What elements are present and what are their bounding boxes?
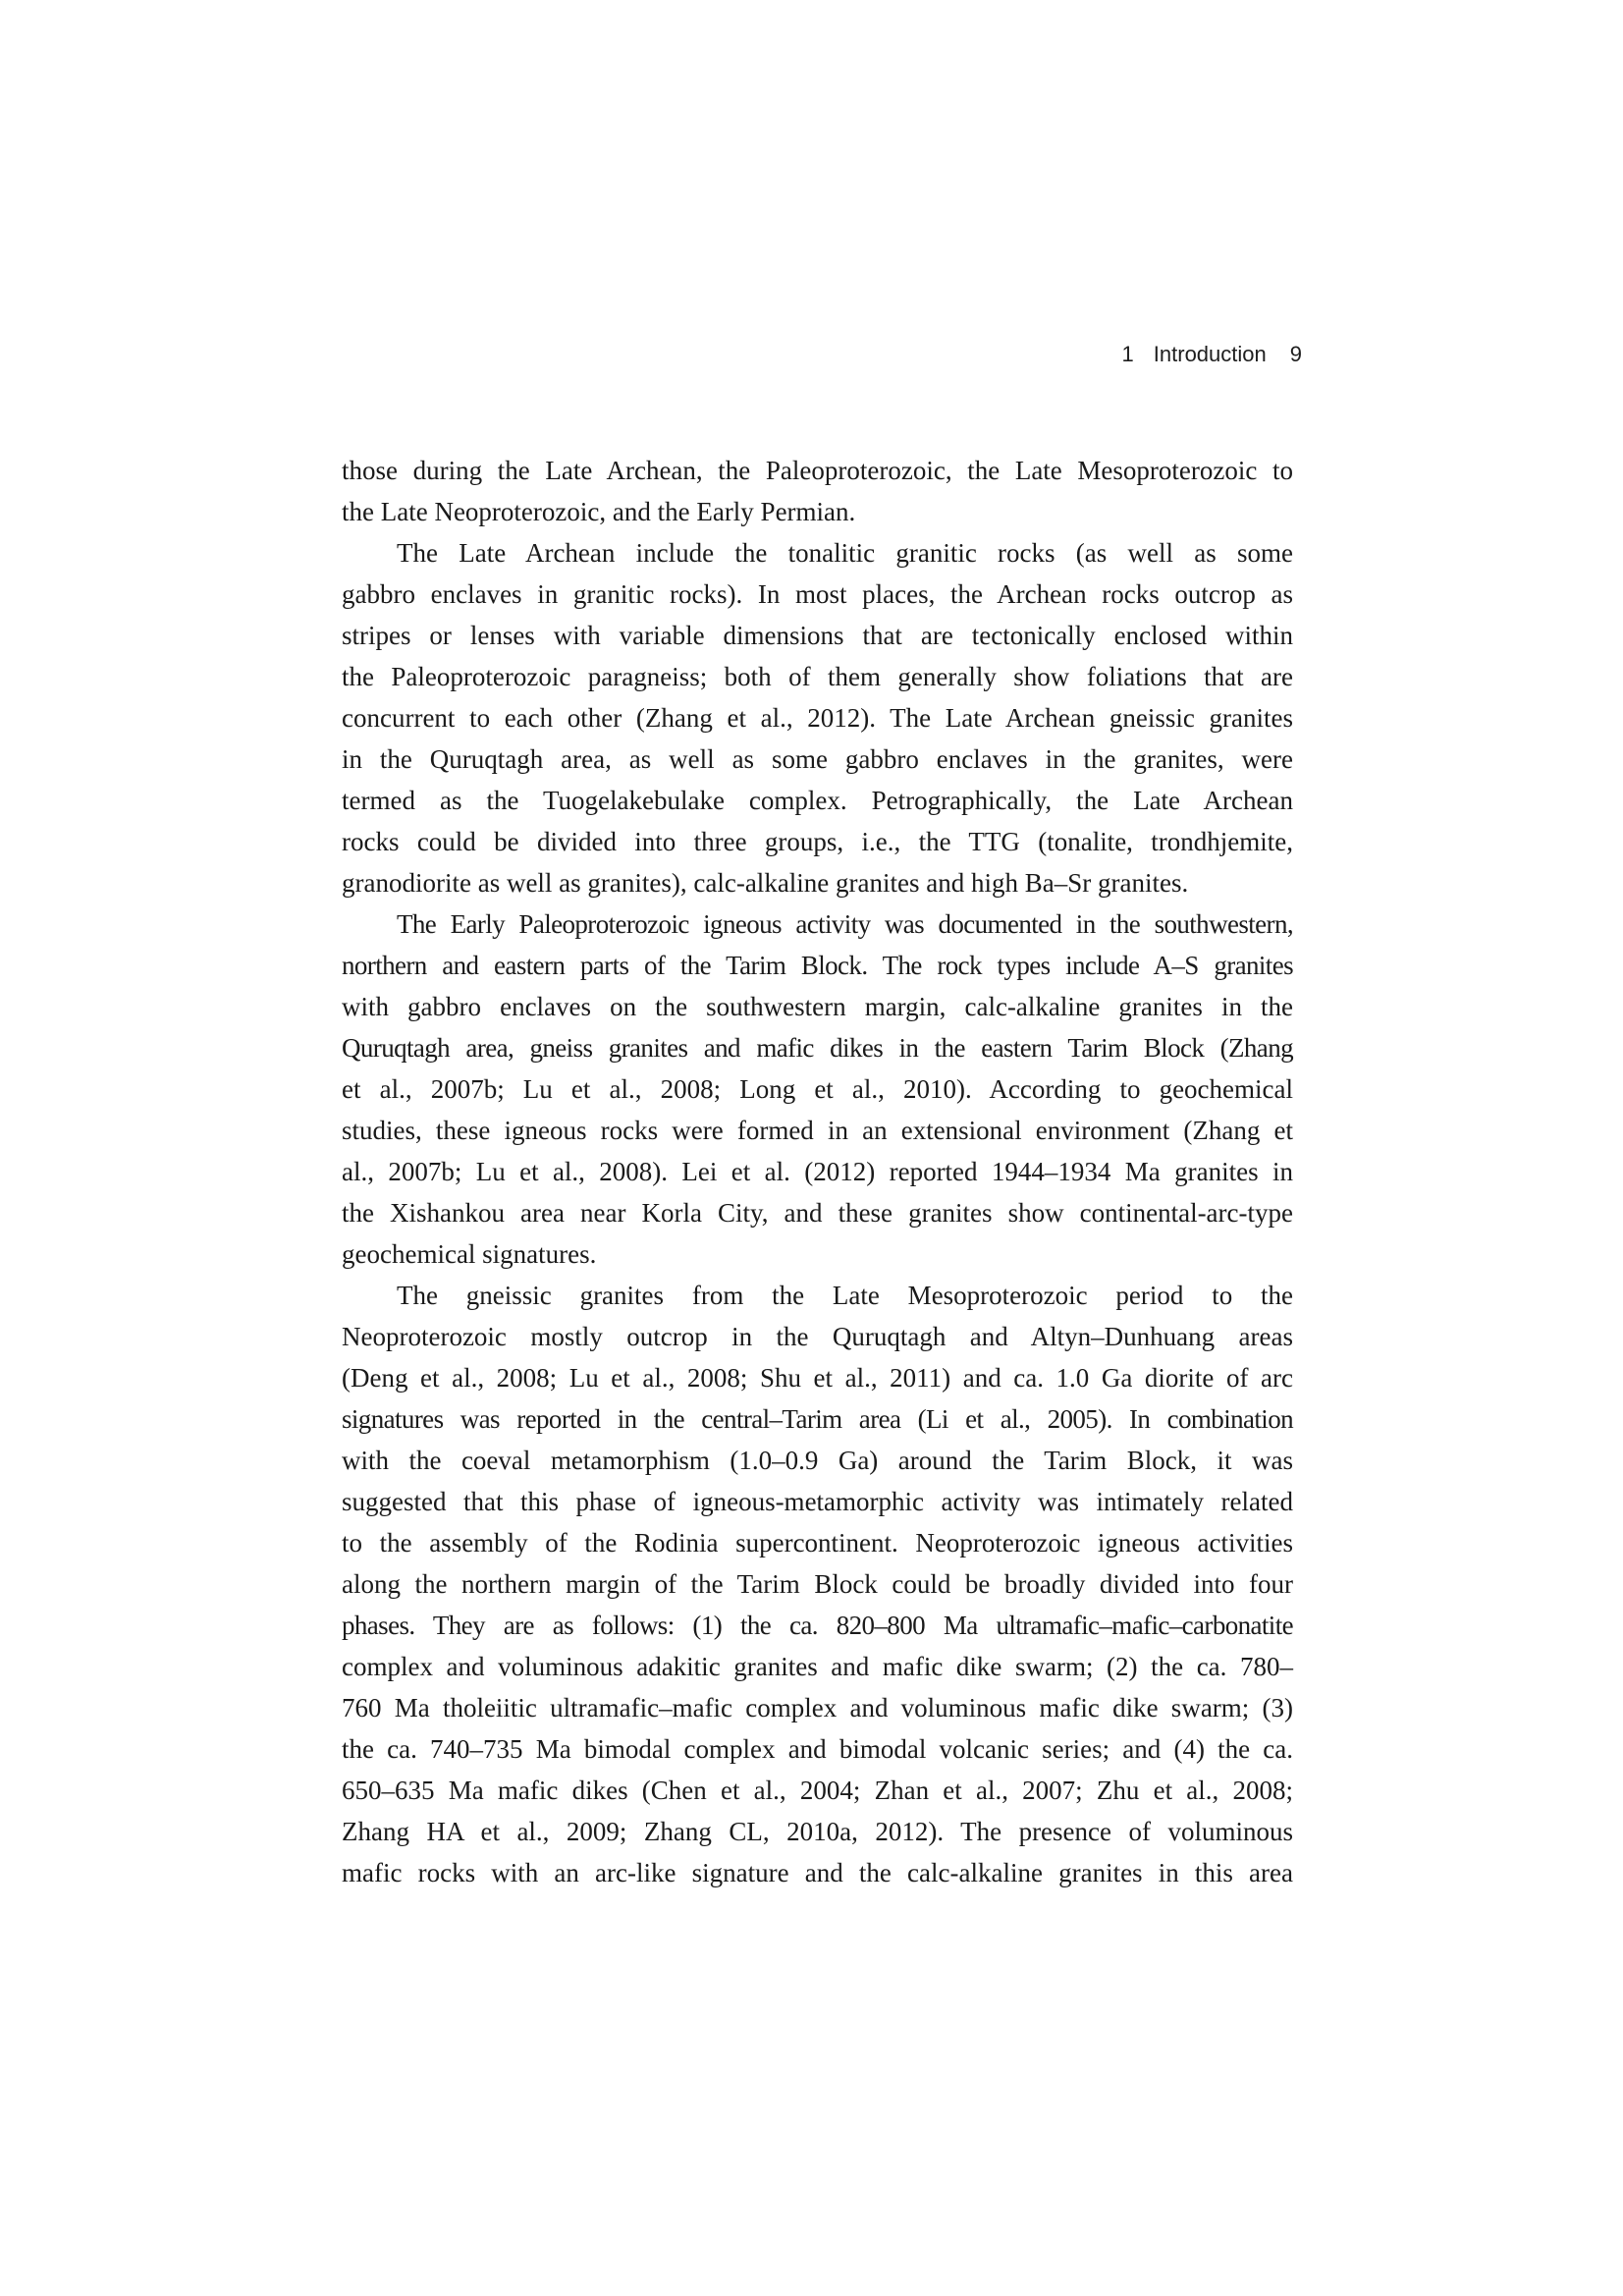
chapter-title: Introduction [1153,342,1267,366]
text-line: the Xishankou area near Korla City, and these granites show continental-arc-type [342,1198,1293,1228]
text-line: the Late Neoproterozoic, and the Early Permian. [342,497,856,526]
chapter-number: 1 [1121,342,1134,366]
text-line: stripes or lenses with variable dimensions that are tectonically enclosed within [342,621,1293,650]
page-number: 9 [1289,342,1302,366]
text-line: complex and voluminous adakitic granites and mafic dike swarm; (2) the ca. 780– [342,1652,1293,1681]
text-line: Neoproterozoic mostly outcrop in the Quruqtagh and Altyn–Dunhuang areas [342,1322,1293,1351]
paragraph-late-archean [342,532,1293,903]
paragraph-continued [342,450,1293,532]
text-line: gabbro enclaves in granitic rocks). In most places, the Archean rocks outcrop as [342,579,1293,609]
text-line: termed as the Tuogelakebulake complex. Petrographically, the Late Archean [342,786,1293,815]
text-line: with the coeval metamorphism (1.0–0.9 Ga) around the Tarim Block, it was [342,1446,1293,1475]
text-line: The Late Archean include the tonalitic granitic rocks (as well as some [397,538,1293,568]
paragraph-early-paleoproterozoic [342,903,1293,1275]
paragraph-mesoproterozoic-neoproterozoic [342,1275,1293,1893]
text-line: geochemical signatures. [342,1239,597,1269]
text-line: Quruqtagh area, gneiss granites and mafic dikes in the eastern Tarim Block (Zhang [342,1033,1293,1063]
text-line: those during the Late Archean, the Paleoproterozoic, the Late Mesoproterozoic to [342,456,1293,485]
text-line: mafic rocks with an arc-like signature and the calc-alkaline granites in this area [342,1858,1293,1887]
text-line: suggested that this phase of igneous-metamorphic activity was intimately related [342,1487,1293,1516]
text-line: The Early Paleoproterozoic igneous activity was documented in the southwestern, [397,909,1293,939]
text-line: concurrent to each other (Zhang et al., 2012). The Late Archean gneissic granites [342,703,1293,733]
text-line: the Paleoproterozoic paragneiss; both of them generally show foliations that are [342,662,1293,691]
text-line: along the northern margin of the Tarim Block could be broadly divided into four [342,1569,1293,1599]
text-line: with gabbro enclaves on the southwestern margin, calc-alkaline granites in the [342,992,1293,1021]
body-text [342,450,1293,1893]
text-line: (Deng et al., 2008; Lu et al., 2008; Shu et al., 2011) and ca. 1.0 Ga diorite of arc [342,1363,1293,1393]
running-head [1122,340,1302,369]
text-line: signatures was reported in the central–Tarim area (Li et al., 2005). In combination [342,1404,1293,1434]
text-line: phases. They are as follows: (1) the ca. 820–800 Ma ultramafic–mafic–carbonatite [342,1611,1293,1640]
text-line: 650–635 Ma mafic dikes (Chen et al., 2004; Zhan et al., 2007; Zhu et al., 2008; [342,1776,1293,1805]
text-line: northern and eastern parts of the Tarim Block. The rock types include A–S granites [342,951,1293,980]
text-line: in the Quruqtagh area, as well as some gabbro enclaves in the granites, were [342,744,1293,774]
text-line: Zhang HA et al., 2009; Zhang CL, 2010a, 2012). The presence of voluminous [342,1817,1293,1846]
text-line: the ca. 740–735 Ma bimodal complex and bimodal volcanic series; and (4) the ca. [342,1734,1293,1764]
text-line: to the assembly of the Rodinia supercontinent. Neoproterozoic igneous activities [342,1528,1293,1558]
text-line: 760 Ma tholeiitic ultramafic–mafic complex and voluminous mafic dike swarm; (3) [342,1693,1293,1722]
text-line: et al., 2007b; Lu et al., 2008; Long et al., 2010). According to geochemical [342,1074,1293,1104]
text-line: granodiorite as well as granites), calc-alkaline granites and high Ba–Sr granites. [342,868,1189,898]
text-line: al., 2007b; Lu et al., 2008). Lei et al. (2012) reported 1944–1934 Ma granites in [342,1157,1293,1186]
text-line: The gneissic granites from the Late Mesoproterozoic period to the [397,1281,1293,1310]
text-line: rocks could be divided into three groups, i.e., the TTG (tonalite, trondhjemite, [342,827,1293,856]
text-line: studies, these igneous rocks were formed in an extensional environment (Zhang et [342,1116,1293,1145]
